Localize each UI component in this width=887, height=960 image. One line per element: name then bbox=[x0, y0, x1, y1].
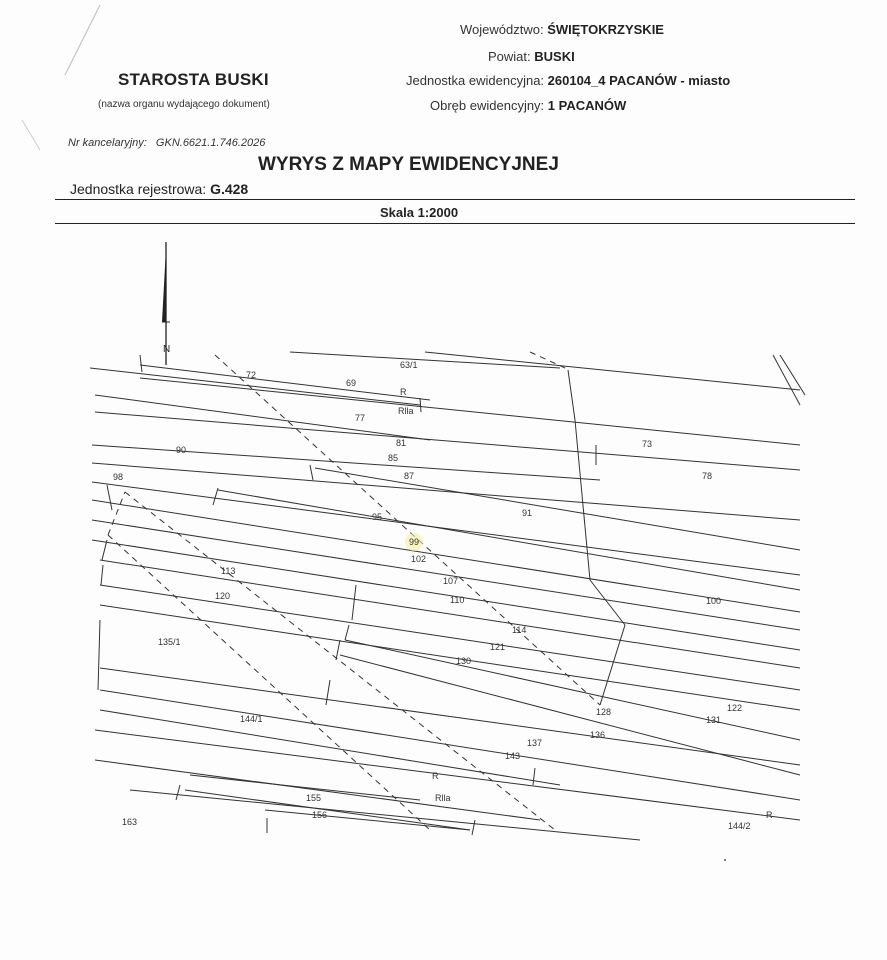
parcel-label: 91 bbox=[522, 508, 533, 518]
parcel-label: 77 bbox=[355, 413, 366, 423]
parcel-label: 63/1 bbox=[400, 360, 418, 370]
precinct-value: 1 PACANÓW bbox=[547, 98, 627, 113]
unit-value: 260104_4 PACANÓW - miasto bbox=[547, 73, 731, 88]
parcel-label: 135/1 bbox=[158, 637, 181, 647]
parcel-label: 136 bbox=[590, 730, 606, 740]
parcel-label: 144/2 bbox=[728, 821, 751, 831]
precinct-label: Obręb ewidencyjny: bbox=[430, 98, 545, 113]
document-title: WYRYS Z MAPY EWIDENCYJNEJ bbox=[258, 154, 559, 175]
parcel-label: R bbox=[766, 810, 773, 820]
parcel-label: 100 bbox=[706, 596, 722, 606]
parcel-label: 143 bbox=[505, 751, 521, 761]
parcel-label: 113 bbox=[221, 566, 236, 576]
parcel-label: R bbox=[432, 771, 439, 781]
parcel-boundaries bbox=[90, 352, 805, 840]
parcel-label: 155 bbox=[306, 793, 322, 803]
parcel-label: 163 bbox=[122, 817, 138, 827]
parcel-label: Rlla bbox=[398, 406, 414, 416]
parcel-label: 137 bbox=[527, 738, 543, 748]
authority-note: (nazwa organu wydającego dokument) bbox=[98, 99, 270, 110]
parcel-label: 81 bbox=[396, 438, 407, 448]
dashed-boundaries bbox=[108, 352, 600, 830]
parcel-label: R bbox=[400, 387, 407, 397]
issuing-authority: STAROSTA BUSKI bbox=[118, 70, 269, 89]
parcel-label: 98 bbox=[113, 472, 124, 482]
parcel-label: 73 bbox=[642, 439, 653, 449]
parcel-label: 131 bbox=[706, 715, 722, 725]
parcel-label: 72 bbox=[246, 370, 257, 380]
voivodeship-label: Województwo: bbox=[460, 22, 544, 37]
margin-stroke-2 bbox=[22, 120, 40, 150]
voivodeship-value: ŚWIĘTOKRZYSKIE bbox=[547, 22, 664, 37]
north-label: N bbox=[163, 344, 171, 355]
parcel-label: 102 bbox=[411, 554, 427, 564]
parcel-label: 85 bbox=[388, 453, 399, 463]
office-number-value: GKN.6621.1.746.2026 bbox=[155, 137, 266, 149]
parcel-label: 99 bbox=[409, 537, 420, 547]
office-number-label: Nr kancelaryjny: bbox=[68, 137, 147, 149]
unit-label: Jednostka ewidencyjna: bbox=[406, 73, 545, 88]
parcel-label: 130 bbox=[456, 656, 472, 666]
parcel-label: 107 bbox=[443, 576, 459, 586]
parcel-label: 87 bbox=[404, 471, 415, 481]
parcel-label: 95 bbox=[372, 512, 383, 522]
map-dot bbox=[724, 859, 726, 861]
parcel-label: 156 bbox=[312, 810, 328, 820]
parcel-labels bbox=[113, 360, 773, 831]
parcel-label: 69 bbox=[346, 378, 357, 388]
parcel-label: 110 bbox=[450, 595, 465, 605]
county-label: Powiat: bbox=[488, 49, 531, 64]
parcel-label: 90 bbox=[176, 445, 187, 455]
parcel-label: 114 bbox=[512, 625, 527, 635]
county-value: BUSKI bbox=[534, 49, 575, 64]
registry-unit-value: G.428 bbox=[210, 181, 249, 197]
parcel-label: 144/1 bbox=[240, 714, 263, 724]
margin-stroke bbox=[65, 5, 100, 75]
parcel-label: 78 bbox=[702, 471, 713, 481]
parcel-label: 128 bbox=[596, 707, 612, 717]
parcel-label: 121 bbox=[490, 642, 506, 652]
registry-unit-label: Jednostka rejestrowa: bbox=[70, 181, 207, 197]
parcel-label: 122 bbox=[727, 703, 743, 713]
parcel-label: Rlla bbox=[435, 793, 451, 803]
parcel-label: 120 bbox=[215, 591, 231, 601]
north-arrow-icon bbox=[162, 242, 170, 365]
map-scale: Skala 1:2000 bbox=[380, 205, 459, 220]
